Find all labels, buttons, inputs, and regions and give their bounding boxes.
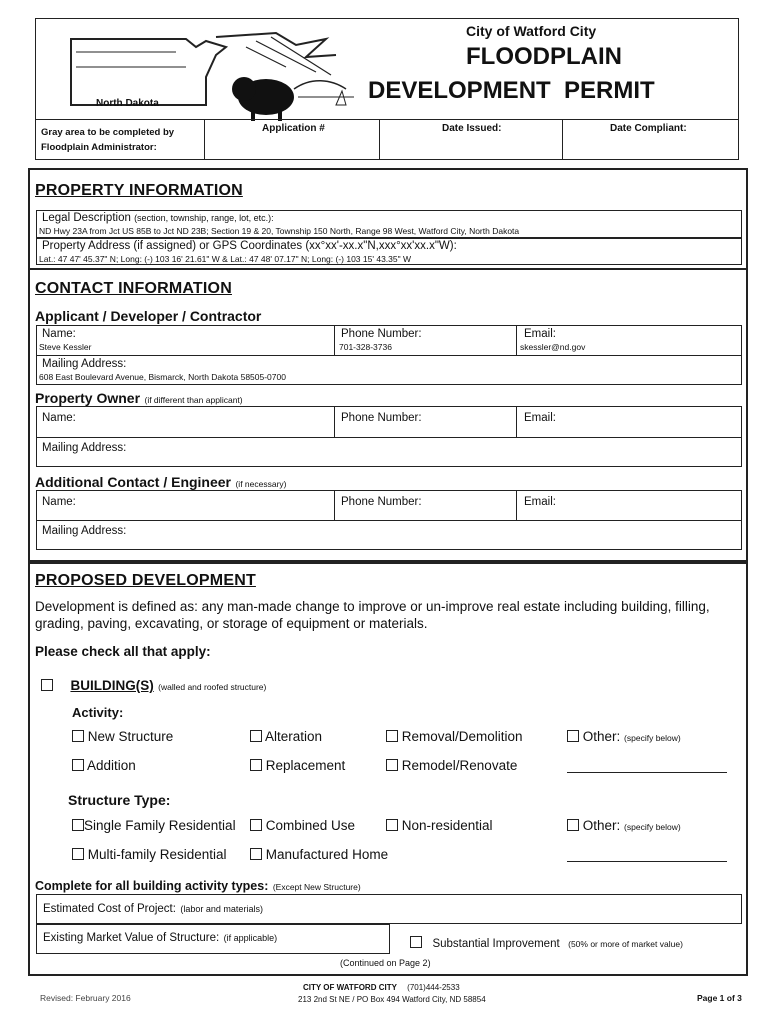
gray-area-note: Gray area to be completed by Floodplain Administrator: <box>41 127 175 153</box>
owner-phone-label[interactable]: Phone Number: <box>341 412 422 424</box>
activity-alteration[interactable] <box>250 729 322 744</box>
structure-other-label: Other: <box>582 818 621 833</box>
structure-single-family[interactable] <box>72 818 236 833</box>
admin-row <box>36 119 738 160</box>
date-issued-label: Date Issued: <box>442 123 502 134</box>
engineer-table <box>36 490 742 550</box>
complete-note: (Except New Structure) <box>272 882 361 892</box>
est-cost-note: (labor and materials) <box>180 904 263 914</box>
non-residential-checkbox[interactable] <box>386 819 398 831</box>
replacement-checkbox[interactable] <box>250 759 262 771</box>
property-address-field[interactable] <box>36 238 742 265</box>
engineer-email-label[interactable]: Email: <box>524 496 556 508</box>
activity-other[interactable] <box>567 729 681 744</box>
legal-label: Legal Description <box>42 212 131 224</box>
activity-label: Activity: <box>72 705 124 720</box>
new-structure-checkbox[interactable] <box>72 730 84 742</box>
owner-table <box>36 406 742 467</box>
combined-use-checkbox[interactable] <box>250 819 262 831</box>
substantial-note: (50% or more of market value) <box>568 939 683 949</box>
engineer-note: (if necessary) <box>235 479 287 489</box>
removal-label: Removal/Demolition <box>401 729 523 744</box>
city-name: City of Watford City <box>466 23 597 39</box>
combined-use-label: Combined Use <box>265 818 356 833</box>
page-number: Page 1 of 3 <box>697 993 742 1003</box>
new-structure-label: New Structure <box>87 729 174 744</box>
address-label: Property Address (if assigned) or GPS Coordinates (xx°xx'-xx.x"N,xxx°xx'xx.x"W): <box>42 240 457 252</box>
activity-other-checkbox[interactable] <box>567 730 579 742</box>
substantial-label: Substantial Improvement <box>432 938 560 950</box>
alteration-checkbox[interactable] <box>250 730 262 742</box>
remodel-checkbox[interactable] <box>386 759 398 771</box>
owner-name-label[interactable]: Name: <box>42 412 76 424</box>
building-note: (walled and roofed structure) <box>158 682 267 692</box>
applicant-table <box>36 325 742 385</box>
legal-description-field[interactable] <box>36 210 742 238</box>
north-dakota-logo <box>66 27 356 123</box>
state-label: North Dakota <box>96 98 159 109</box>
structure-specify-note: (specify below) <box>624 822 681 832</box>
building-checkbox[interactable] <box>41 679 53 691</box>
engineer-heading: Additional Contact / Engineer <box>35 474 232 490</box>
section-title-development: PROPOSED DEVELOPMENT <box>35 572 256 589</box>
market-value-field[interactable] <box>36 924 390 954</box>
alteration-label: Alteration <box>265 729 323 744</box>
applicant-phone-label: Phone Number: <box>341 328 422 340</box>
page-title-line1: FLOODPLAIN <box>466 43 622 70</box>
activity-removal[interactable] <box>386 729 523 744</box>
addition-label: Addition <box>87 758 136 773</box>
revised-date: Revised: February 2016 <box>40 993 131 1003</box>
applicant-mailing-label: Mailing Address: <box>42 358 127 370</box>
est-cost-label: Estimated Cost of Project: <box>43 903 176 915</box>
removal-checkbox[interactable] <box>386 730 398 742</box>
date-compliant-label: Date Compliant: <box>610 123 687 134</box>
owner-email-label[interactable]: Email: <box>524 412 556 424</box>
engineer-name-label[interactable]: Name: <box>42 496 76 508</box>
application-number-label: Application # <box>262 123 325 134</box>
structure-multi-family[interactable] <box>72 847 227 862</box>
applicant-name-value[interactable]: Steve Kessler <box>39 342 92 352</box>
applicant-name-label: Name: <box>42 328 76 340</box>
substantial-checkbox[interactable] <box>410 936 422 948</box>
addition-checkbox[interactable] <box>72 759 84 771</box>
manufactured-home-checkbox[interactable] <box>250 848 262 860</box>
replacement-label: Replacement <box>265 758 346 773</box>
structure-type-label: Structure Type: <box>68 792 171 808</box>
building-label: BUILDING(S) <box>70 678 154 693</box>
complete-label: Complete for all building activity types: <box>35 879 269 893</box>
single-family-label: Single Family Residential <box>84 818 236 833</box>
footer-org-line <box>303 983 460 992</box>
applicant-phone-value[interactable]: 701-328-3736 <box>339 342 392 352</box>
applicant-mailing-value[interactable]: 608 East Boulevard Avenue, Bismarck, North Dakota 58505-0700 <box>39 372 286 382</box>
engineer-mailing-label[interactable]: Mailing Address: <box>42 525 127 537</box>
continued-note: (Continued on Page 2) <box>340 958 431 968</box>
structure-manufactured-home[interactable] <box>250 847 388 862</box>
manufactured-home-label: Manufactured Home <box>265 847 389 862</box>
applicant-email-value[interactable]: skessler@nd.gov <box>520 342 586 352</box>
estimated-cost-field[interactable] <box>36 894 742 924</box>
structure-other-checkbox[interactable] <box>567 819 579 831</box>
market-value-note: (if applicable) <box>223 933 278 943</box>
structure-other-line[interactable] <box>567 861 727 862</box>
footer-address: 213 2nd St NE / PO Box 494 Watford City, ND 58854 <box>298 995 486 1004</box>
activity-new-structure[interactable] <box>72 729 173 744</box>
applicant-email-label: Email: <box>524 328 556 340</box>
address-value: Lat.: 47 47' 45.37" N; Long: (-) 103 16' 21.61" W & Lat.: 47 48' 07.17" N; Long: (-) 103 15' 43.35" W <box>39 254 412 264</box>
check-all-label: Please check all that apply: <box>35 644 211 659</box>
structure-combined-use[interactable] <box>250 818 355 833</box>
section-title-contact: CONTACT INFORMATION <box>35 280 232 297</box>
section-title-property: PROPERTY INFORMATION <box>35 182 243 199</box>
multi-family-checkbox[interactable] <box>72 848 84 860</box>
engineer-phone-label[interactable]: Phone Number: <box>341 496 422 508</box>
non-residential-label: Non-residential <box>401 818 493 833</box>
activity-addition[interactable] <box>72 758 136 773</box>
owner-note: (if different than applicant) <box>144 395 243 405</box>
activity-other-label: Other: <box>582 729 621 744</box>
complete-row <box>35 877 361 895</box>
footer-org: CITY OF WATFORD CITY <box>303 983 397 992</box>
footer-phone: (701)444-2533 <box>407 983 460 992</box>
structure-other[interactable] <box>567 818 681 833</box>
single-family-checkbox[interactable] <box>72 819 84 831</box>
property-section <box>28 168 748 270</box>
legal-hint: (section, township, range, lot, etc.): <box>134 213 274 223</box>
header-box <box>35 18 739 160</box>
activity-specify-note: (specify below) <box>624 733 681 743</box>
development-definition: Development is defined as: any man-made change to improve or un-improve real estate including building, filling, grading, paving, excavating, or storage of equipment or materials. <box>35 599 710 631</box>
development-section <box>28 562 748 976</box>
structure-non-residential[interactable] <box>386 818 493 833</box>
page-title-line2: DEVELOPMENT PERMIT <box>368 77 655 104</box>
activity-remodel[interactable] <box>386 758 517 773</box>
owner-mailing-label[interactable]: Mailing Address: <box>42 442 127 454</box>
legal-value: ND Hwy 23A from Jct US 85B to Jct ND 23B; Section 19 & 20, Township 150 North, Range 98 West, Watford City, North Dakota <box>39 226 520 236</box>
remodel-label: Remodel/Renovate <box>401 758 518 773</box>
applicant-heading: Applicant / Developer / Contractor <box>35 308 262 324</box>
substantial-improvement[interactable] <box>410 934 683 952</box>
market-value-label: Existing Market Value of Structure: <box>43 932 220 944</box>
owner-heading: Property Owner <box>35 390 141 406</box>
building-row <box>41 677 266 695</box>
activity-other-line[interactable] <box>567 772 727 773</box>
contact-section <box>28 270 748 562</box>
activity-replacement[interactable] <box>250 758 345 773</box>
multi-family-label: Multi-family Residential <box>87 847 227 862</box>
